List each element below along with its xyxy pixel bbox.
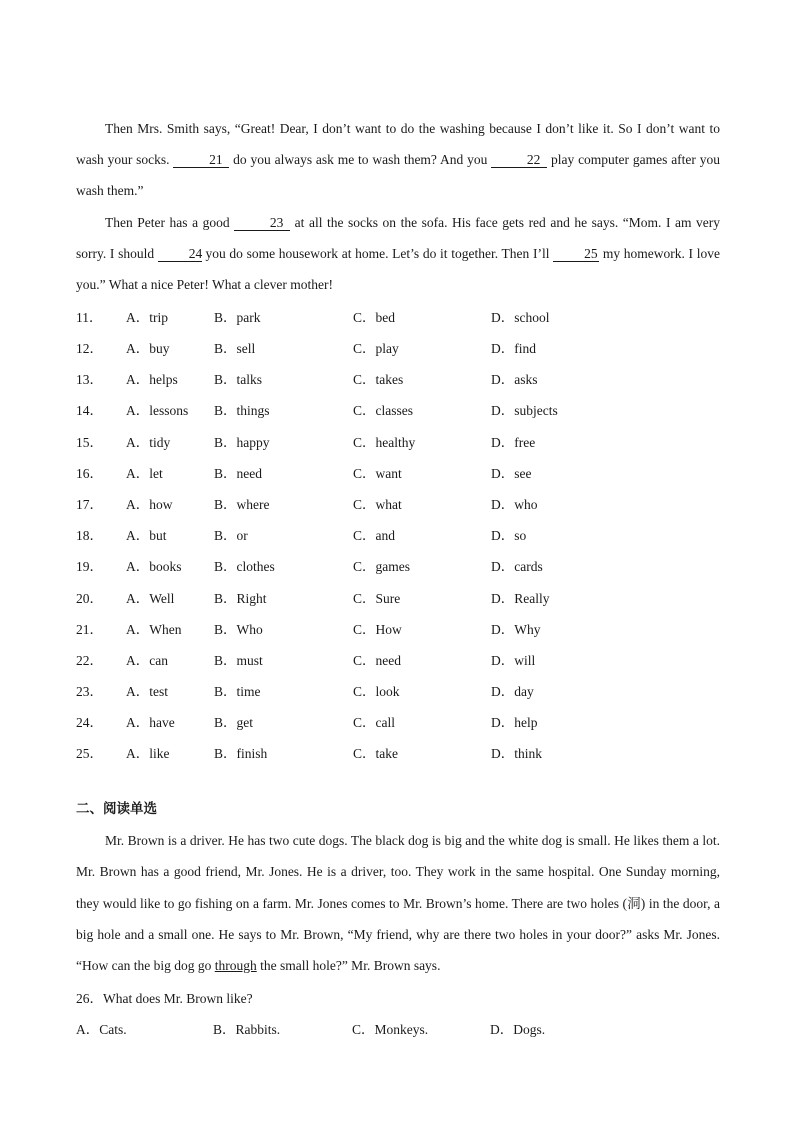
option-b[interactable]: B．or [214,528,248,544]
passage-text: do you always ask me to wash them? And you [229,152,492,168]
passage-text: at all the socks on the sofa. His face gets red and he says. “Mom. I am very sorry. I should [76,214,720,261]
blank-25: 25 [553,246,599,262]
passage-text: my homework. I love you.” What a nice Peter! What a clever mother! [76,245,720,293]
blank-23: 23 [234,215,290,231]
option-d[interactable]: D．subjects [491,403,558,419]
option-c[interactable]: C．classes [353,403,413,419]
option-a[interactable]: A．helps [126,372,178,388]
option-d[interactable]: D．Why [491,621,541,637]
question-number: 15． [76,434,103,450]
option-a[interactable]: A．let [126,465,163,481]
option-a[interactable]: A．have [126,715,175,731]
question-number: 12． [76,341,103,356]
passage-text: play computer games after you wash them.” [76,152,720,199]
option-c[interactable]: C．want [353,465,402,481]
question-row [76,331,720,362]
option-a[interactable]: A．Cats. [76,1022,127,1038]
option-b[interactable]: B．sell [214,341,256,356]
question-number: 18． [76,528,103,544]
question-row [76,394,720,425]
option-d[interactable]: D．school [491,309,550,325]
option-d[interactable]: D．find [491,341,536,356]
option-d[interactable]: D．so [491,528,527,544]
option-a[interactable]: A．trip [126,309,168,325]
question-row [76,363,720,394]
option-c[interactable]: C．Sure [353,590,401,606]
question-number: 17． [76,496,103,512]
option-c[interactable]: C．How [353,621,402,637]
option-d[interactable]: D．Dogs. [490,1022,546,1038]
option-c[interactable]: C．call [353,715,395,731]
question-row [76,674,720,705]
option-a[interactable]: A．can [126,652,168,668]
question-stem-26: 26．What does Mr. Brown like? [76,990,253,1006]
option-c[interactable]: C．look [353,684,400,700]
question-row [76,425,720,456]
option-d[interactable]: D．see [491,465,532,481]
question-number: 25． [76,746,103,762]
option-d[interactable]: D．help [491,715,538,731]
question-list [76,300,720,768]
question-number: 14． [76,403,103,419]
option-a[interactable]: A．buy [126,341,170,356]
blank-21: 21 [173,152,229,168]
option-a[interactable]: A．test [126,684,168,700]
underlined-word: through [214,958,257,974]
question-row [76,456,720,487]
option-c[interactable]: C．and [353,528,395,544]
option-d[interactable]: D．free [491,434,536,450]
option-c[interactable]: C．healthy [353,434,416,450]
option-b[interactable]: B．get [214,715,253,731]
option-b[interactable]: B．Right [214,590,267,606]
passage-text: Then Mrs. Smith says, “Great! Dear, I don’t want to do the washing because I don’t like it. So I don’t want to wash your socks. [76,121,720,168]
option-c[interactable]: C．take [353,746,398,762]
passage-paragraph-2 [76,207,720,301]
option-a[interactable]: A．but [126,528,167,544]
passage-text: Mr. Brown is a driver. He has two cute dogs. The black dog is big and the white dog is small. He likes them a lot. Mr. Brown has a good friend, Mr. Jones. He is a driver, too. They work in the same hospital. One Sunday morning, they would like to go fishing on a farm. Mr. Jones comes to Mr. Brown’s home. There are two holes (洞) in the door, a big hole and a small one. He says to Mr. Brown, “My friend, why are there two holes in your door?” asks Mr. Jones. “How can the big dog go [76,833,720,974]
question-number: 13． [76,372,103,388]
passage-text: the small hole?” Mr. Brown says. [256,958,441,974]
question-row [76,581,720,612]
option-a[interactable]: A．Well [126,590,175,606]
option-d[interactable]: D．will [491,652,536,668]
question-row [76,706,720,737]
option-c[interactable]: C．games [353,559,410,575]
question-row [76,487,720,518]
question-row [76,519,720,550]
option-a[interactable]: A．When [126,621,182,637]
question-row [76,737,720,768]
option-c[interactable]: C．Monkeys. [352,1022,429,1038]
option-b[interactable]: B．clothes [214,559,275,575]
question-number: 23． [76,684,103,700]
question-row [76,643,720,674]
question-number: 22． [76,652,103,668]
option-b[interactable]: B．things [214,403,270,419]
answer-options-26 [76,1012,720,1043]
question-number: 20． [76,590,103,606]
option-b[interactable]: B．happy [214,434,270,450]
option-a[interactable]: A．tidy [126,434,171,450]
blank-24: 24 [158,246,202,262]
option-b[interactable]: B．park [214,309,261,325]
reading-passage [76,825,720,981]
question-number: 11． [76,309,103,325]
option-b[interactable]: B．finish [214,746,268,762]
passage-text: Then Peter has a good [105,214,235,230]
question-row [76,612,720,643]
passage-text: you do some housework at home. Let’s do it together. Then I’ll [201,245,554,261]
option-b[interactable]: B．Rabbits. [213,1022,281,1038]
option-c[interactable]: C．takes [353,372,404,388]
question-row [76,550,720,581]
option-d[interactable]: D．asks [491,372,538,388]
question-number: 24． [76,715,103,731]
option-a[interactable]: A．like [126,746,170,762]
option-b[interactable]: B．where [214,496,270,512]
passage-paragraph-1 [76,113,720,207]
option-c[interactable]: C．bed [353,309,395,325]
option-a[interactable]: A．books [126,559,182,575]
option-b[interactable]: B．Who [214,621,263,637]
option-c[interactable]: C．play [353,341,399,356]
option-c[interactable]: C．what [353,496,402,512]
option-b[interactable]: B．talks [214,372,263,388]
option-b[interactable]: B．must [214,652,263,668]
option-d[interactable]: D．who [491,496,538,512]
option-d[interactable]: D．think [491,746,543,762]
option-d[interactable]: D．cards [491,559,543,575]
option-d[interactable]: D．Really [491,590,550,606]
question-number: 16． [76,465,103,481]
option-d[interactable]: D．day [491,684,534,700]
exam-page [76,113,720,1044]
question-number: 21． [76,621,103,637]
question-number: 19． [76,559,103,575]
option-b[interactable]: B．need [214,465,262,481]
option-b[interactable]: B．time [214,684,261,700]
option-c[interactable]: C．need [353,652,401,668]
section-title: 二、阅读单选 [76,801,157,818]
option-a[interactable]: A．lessons [126,403,189,419]
question-row [76,300,720,331]
option-a[interactable]: A．how [126,496,173,512]
blank-22: 22 [491,152,547,168]
